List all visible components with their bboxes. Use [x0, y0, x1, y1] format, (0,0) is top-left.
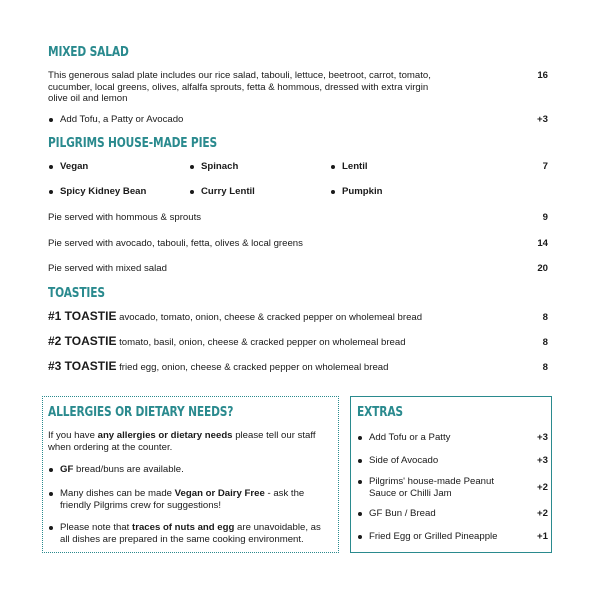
pie-option-spicy-kidney-bean: Spicy Kidney Bean	[60, 186, 147, 197]
mixed-salad-addon: Add Tofu, a Patty or Avocado	[60, 114, 184, 125]
toastie-3	[48, 361, 388, 374]
toastie-2	[48, 336, 406, 349]
mixed-salad-desc-line: cucumber, local greens, olives, alfalfa sprouts, fetta & hommous, dressed with extra virgin	[48, 81, 429, 93]
toastie-1-price: 8	[542, 312, 548, 323]
allergies-gf-note	[60, 464, 338, 476]
toasties-heading: TOASTIES	[48, 286, 105, 301]
toastie-3-number: #3 TOASTIE	[48, 359, 117, 373]
pie-serve-1: Pie served with hommous & sprouts	[48, 212, 202, 223]
extras-item-price: +2	[537, 482, 548, 493]
toastie-1-number: #1 TOASTIE	[48, 309, 117, 323]
toastie-1	[48, 311, 422, 324]
vegan-line2: friendly Pilgrims crew for suggestions!	[60, 499, 222, 511]
extras-item-line: Sauce or Chilli Jam	[369, 487, 452, 499]
mixed-salad-description	[48, 70, 478, 105]
allergies-intro-line2: when ordering at the counter.	[48, 441, 173, 453]
allergies-intro	[48, 430, 338, 453]
pie-options-price: 7	[542, 161, 548, 172]
extras-item: Fried Egg or Grilled Pineapple	[369, 531, 498, 542]
pie-serve-2-price: 14	[537, 238, 548, 249]
toastie-2-number: #2 TOASTIE	[48, 334, 117, 348]
toastie-2-price: 8	[542, 337, 548, 348]
toastie-3-desc: fried egg, onion, cheese & cracked pepper on wholemeal bread	[119, 362, 389, 373]
pie-option-lentil: Lentil	[342, 161, 368, 172]
extras-item: GF Bun / Bread	[369, 508, 436, 519]
extras-heading: EXTRAS	[357, 405, 403, 420]
mixed-salad-price: 16	[537, 70, 548, 81]
mixed-salad-addon-price: +3	[537, 114, 548, 125]
pie-option-pumpkin: Pumpkin	[342, 186, 383, 197]
allergies-intro-bold: any allergies or dietary needs	[97, 430, 233, 441]
extras-item-price: +2	[537, 508, 548, 519]
pie-serve-3-price: 20	[537, 263, 548, 274]
mixed-salad-heading: MIXED SALAD	[48, 45, 129, 60]
pie-serve-3: Pie served with mixed salad	[48, 263, 167, 274]
extras-item: Side of Avocado	[369, 455, 439, 466]
vegan-text: Many dishes can be made	[60, 488, 175, 499]
allergies-traces-note	[60, 522, 340, 545]
extras-item-line: Pilgrims' house-made Peanut	[369, 476, 495, 487]
toastie-2-desc: tomato, basil, onion, cheese & cracked pepper on wholemeal bread	[119, 337, 406, 348]
mixed-salad-desc-line: This generous salad plate includes our rice salad, tabouli, lettuce, beetroot, carrot, tomato,	[48, 70, 431, 81]
pie-serve-2: Pie served with avocado, tabouli, fetta, olives & local greens	[48, 238, 303, 249]
toastie-3-price: 8	[542, 362, 548, 373]
vegan-text: - ask the	[264, 488, 305, 499]
traces-line2: all dishes are prepared in the same cooking environment.	[60, 533, 304, 545]
extras-item-price: +3	[537, 432, 548, 443]
traces-text: are unavoidable, as	[234, 522, 321, 533]
traces-text: Please note that	[60, 522, 133, 533]
extras-item: Add Tofu or a Patty	[369, 432, 451, 443]
vegan-bold: Vegan or Dairy Free	[174, 488, 265, 499]
pie-serve-1-price: 9	[542, 212, 548, 223]
pie-option-curry-lentil: Curry Lentil	[201, 186, 255, 197]
allergies-intro-text: please tell our staff	[232, 430, 316, 441]
extras-item-price: +1	[537, 531, 548, 542]
extras-item	[369, 476, 514, 499]
traces-bold: traces of nuts and egg	[132, 522, 235, 533]
mixed-salad-desc-line: olive oil and lemon	[48, 93, 128, 105]
extras-item-price: +3	[537, 455, 548, 466]
allergies-intro-text: If you have	[48, 430, 98, 441]
allergies-vegan-note	[60, 488, 338, 511]
pie-option-vegan: Vegan	[60, 161, 89, 172]
toastie-1-desc: avocado, tomato, onion, cheese & cracked pepper on wholemeal bread	[119, 312, 423, 323]
pie-option-spinach: Spinach	[201, 161, 239, 172]
allergies-heading: ALLERGIES OR DIETARY NEEDS?	[48, 405, 234, 420]
pies-heading: PILGRIMS HOUSE-MADE PIES	[48, 136, 218, 151]
gf-text: bread/buns are available.	[73, 464, 184, 475]
gf-bold: GF	[60, 464, 74, 475]
